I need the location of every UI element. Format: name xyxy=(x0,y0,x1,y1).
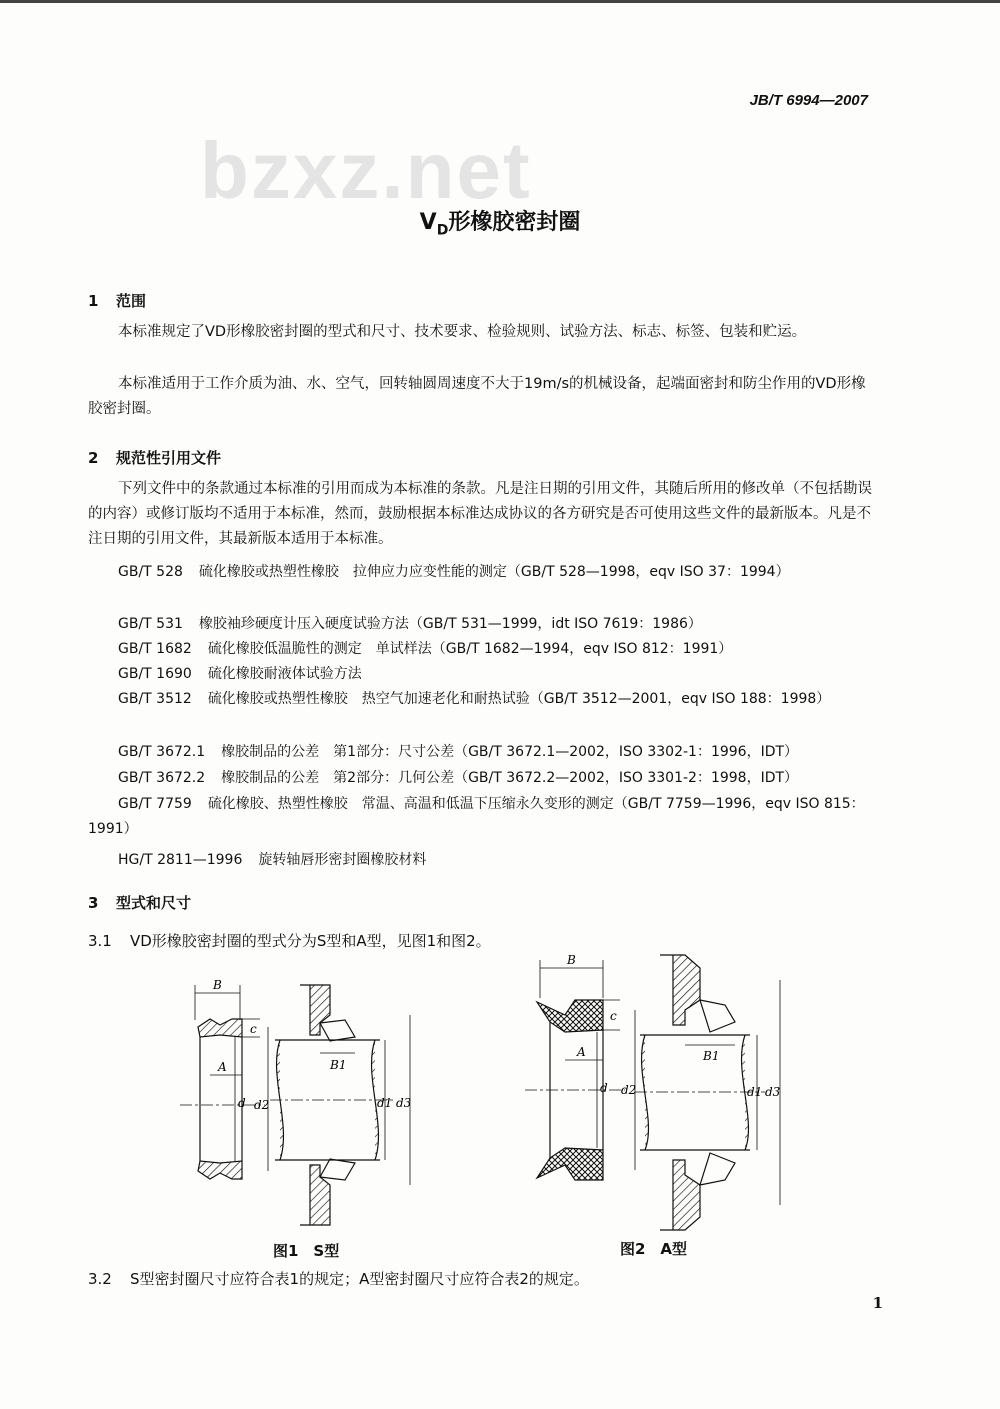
dim-label-d2: d2 xyxy=(254,1098,270,1112)
reference-item: GB/T 3672.1 橡胶制品的公差 第1部分：尺寸公差（GB/T 3672.1—2002，ISO 3302-1：1996，IDT） xyxy=(118,744,799,760)
figure-2-caption: 图2 A型 xyxy=(620,1240,688,1258)
section-1-para-1: 本标准规定了VD形橡胶密封圈的型式和尺寸、技术要求、检验规则、试验方法、标志、标签、包装和贮运。 xyxy=(118,324,807,340)
watermark: bzxz.net xyxy=(200,126,532,215)
dim-label-B: B xyxy=(567,953,576,967)
clause-3-2: 3.2 S型密封圈尺寸应符合表1的规定；A型密封圈尺寸应符合表2的规定。 xyxy=(88,1270,589,1288)
dim-label-d2: d2 xyxy=(621,1083,637,1097)
section-1-para-2: 本标准适用于工作介质为油、水、空气，回转轴圆周速度不大于19m/s的机械设备，起端面密封和防尘作用的VD形橡胶密封圈。 xyxy=(88,376,866,417)
clause-3-1: 3.1 VD形橡胶密封圈的型式分为S型和A型，见图1和图2。 xyxy=(88,932,491,950)
figure-1-s-type-drawing xyxy=(180,975,440,1235)
dim-label-A: A xyxy=(218,1060,227,1074)
scan-edge xyxy=(0,0,1000,3)
reference-item: GB/T 1682 硫化橡胶低温脆性的测定 单试样法（GB/T 1682—1994，eqv ISO 812：1991） xyxy=(118,641,733,657)
reference-item: GB/T 7759 硫化橡胶、热塑性橡胶 常温、高温和低温下压缩永久变形的测定（GB/T 7759—1996，eqv ISO 815：1991） xyxy=(88,796,865,837)
reference-item: GB/T 531 橡胶袖珍硬度计压入硬度试验方法（GB/T 531—1999，idt ISO 7619：1986） xyxy=(118,616,702,632)
section-3-heading: 3 型式和尺寸 xyxy=(88,894,192,912)
dim-label-d3: d3 xyxy=(765,1085,781,1099)
figure-2-a-type-drawing xyxy=(525,950,805,1235)
dim-label-B1: B1 xyxy=(330,1058,347,1072)
dim-label-d3: d3 xyxy=(396,1096,412,1110)
section-2-intro: 下列文件中的条款通过本标准的引用而成为本标准的条款。凡是注日期的引用文件，其随后所用的修改单（不包括勘误的内容）或修订版均不适用于本标准，然而，鼓励根据本标准达成协议的各方研究是否可使用这些文件的最新版本。凡是不注日期的引用文件，其最新版本适用于本标准。 xyxy=(88,481,872,547)
dim-label-d: d xyxy=(238,1096,246,1110)
reference-item: GB/T 3672.2 橡胶制品的公差 第2部分：几何公差（GB/T 3672.2—2002，ISO 3301-2：1998，IDT） xyxy=(118,770,799,786)
standard-number: JB/T 6994—2007 xyxy=(749,92,868,109)
reference-item: GB/T 1690 硫化橡胶耐液体试验方法 xyxy=(118,666,362,682)
dim-label-B1: B1 xyxy=(703,1049,720,1063)
section-1-heading: 1 范围 xyxy=(88,292,147,310)
dim-label-c: c xyxy=(250,1022,257,1036)
dim-label-d1: d1 xyxy=(747,1085,763,1099)
reference-item: HG/T 2811—1996 旋转轴唇形密封圈橡胶材料 xyxy=(118,852,427,868)
reference-item: GB/T 3512 硫化橡胶或热塑性橡胶 热空气加速老化和耐热试验（GB/T 3512—2001，eqv ISO 188：1998） xyxy=(118,691,831,707)
figure-1-caption: 图1 S型 xyxy=(273,1242,340,1260)
dim-label-c: c xyxy=(610,1009,617,1023)
dim-label-B: B xyxy=(213,978,222,992)
section-2-heading: 2 规范性引用文件 xyxy=(88,449,222,467)
dim-label-d1: d1 xyxy=(377,1096,393,1110)
dim-label-d: d xyxy=(600,1081,608,1095)
dim-label-A: A xyxy=(577,1045,586,1059)
page-number: 1 xyxy=(872,1294,883,1312)
document-title: $V_D$形橡胶密封圈 xyxy=(419,210,581,239)
reference-item: GB/T 528 硫化橡胶或热塑性橡胶 拉伸应力应变性能的测定（GB/T 528—1998，eqv ISO 37：1994） xyxy=(118,564,790,580)
